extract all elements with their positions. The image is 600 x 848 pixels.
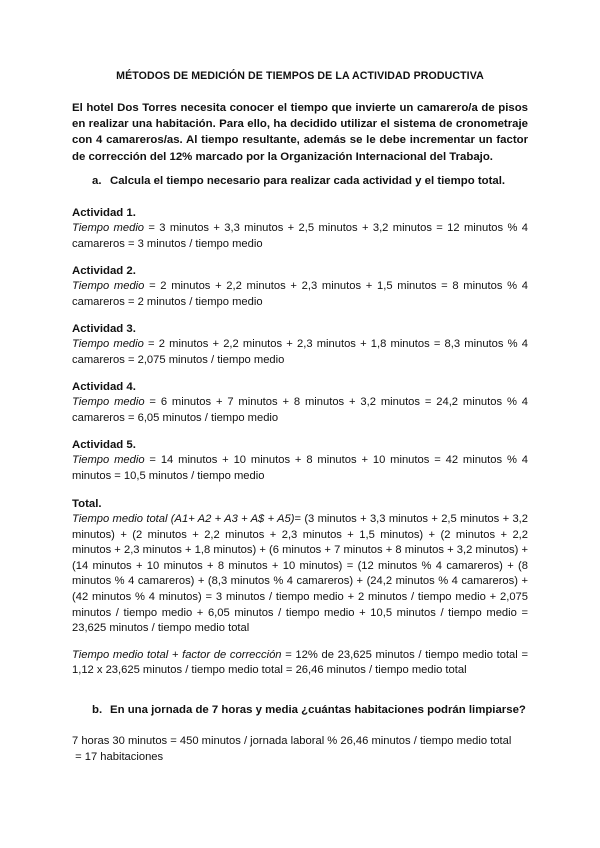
activity-4-body bbox=[72, 395, 528, 426]
correction-text: = 12% de 23,625 minutos / tiempo medio total = 1,12 x 23,625 minutos / tiempo medio total = 26,46 minutos / tiempo medio total bbox=[72, 648, 528, 677]
activity-5-text: = 14 minutos + 10 minutos + 8 minutos + 10 minutos = 42 minutos % 4 minutos = 10,5 minutos / tiempo medio bbox=[72, 454, 528, 482]
answer-b-line-2: = 17 habitaciones bbox=[72, 750, 164, 763]
total-heading: Total. bbox=[72, 498, 102, 510]
total-text: = (3 minutos + 3,3 minutos + 2,5 minutos + 3,2 minutos) + (2 minutos + 2,2 minutos + 2,3 minutos + 1,5 minutos) + (2 minutos + 2,2 minutos + 2,3 minutos + 1,8 minutos) + (6 minutos + 7 minutos + 8 minutos + 3,2 minutos) + (14 minutos + 10 minutos + 8 minutos + 10 minutos) = (12 minutos % 4 camareros) + (8 minutos % 4 camareros) + (8,3 minutos % 4 camareros) + (24,2 minutos % 4 camareros) + (42 minutos % 4 minutos) = 3 minutos / tiempo medio + 2 minutos / tiempo medio + 2,075 minutos / tiempo medio + 6,05 minutos / tiempo medio + 10,5 minutos / tiempo medio = 23,625 minutos / tiempo medio total bbox=[72, 513, 528, 635]
activity-4-text: = 6 minutos + 7 minutos + 8 minutos + 3,2 minutos = 24,2 minutos % 4 camareros = 6,05 minutos / tiempo medio bbox=[72, 396, 528, 424]
activity-2 bbox=[72, 264, 528, 310]
document-title: MÉTODOS DE MEDICIÓN DE TIEMPOS DE LA ACTIVIDAD PRODUCTIVA bbox=[116, 70, 484, 82]
activity-1 bbox=[72, 206, 528, 252]
activity-5-term: Tiempo medio bbox=[72, 454, 145, 466]
activity-1-term: Tiempo medio bbox=[72, 222, 145, 234]
question-b-label: b. bbox=[92, 704, 103, 716]
question-a-text: Calcula el tiempo necesario para realizar cada actividad y el tiempo total. bbox=[110, 175, 506, 187]
total-correction bbox=[72, 648, 528, 679]
question-b-text: En una jornada de 7 horas y media ¿cuántas habitaciones podrán limpiarse? bbox=[110, 704, 526, 716]
activity-5 bbox=[72, 438, 528, 484]
total-body bbox=[72, 512, 528, 637]
activity-3-body bbox=[72, 337, 528, 368]
activity-1-text: = 3 minutos + 3,3 minutos + 2,5 minutos + 3,2 minutos = 12 minutos % 4 camareros = 3 minutos / tiempo medio bbox=[72, 222, 528, 250]
answer-b-line-1: 7 horas 30 minutos = 450 minutos / jornada laboral % 26,46 minutos / tiempo medio total bbox=[72, 735, 512, 747]
activity-1-heading: Actividad 1. bbox=[72, 207, 136, 219]
total-section bbox=[72, 497, 528, 679]
activity-1-body bbox=[72, 221, 528, 252]
intro-paragraph: El hotel Dos Torres necesita conocer el tiempo que invierte un camarero/a de pisos en realizar una habitación. Para ello, ha decidido utilizar el sistema de cronometraje con 4 camareros/as. Al tiempo resultante, además se le debe incrementar un factor de corrección del 12% marcado por la Organización Internacional del Trabajo. bbox=[72, 102, 528, 163]
activity-4 bbox=[72, 380, 528, 426]
activity-5-body bbox=[72, 453, 528, 484]
activity-4-term: Tiempo medio bbox=[72, 396, 145, 408]
activity-2-heading: Actividad 2. bbox=[72, 265, 136, 277]
activity-3 bbox=[72, 322, 528, 368]
activity-3-text: = 2 minutos + 2,2 minutos + 2,3 minutos + 1,8 minutos = 8,3 minutos % 4 camareros = 2,075 minutos / tiempo medio bbox=[72, 338, 528, 366]
answer-b bbox=[72, 734, 528, 765]
activity-2-body bbox=[72, 279, 528, 310]
question-b bbox=[92, 704, 542, 716]
question-a-label: a. bbox=[92, 175, 102, 187]
activity-2-term: Tiempo medio bbox=[72, 280, 145, 292]
activity-2-text: = 2 minutos + 2,2 minutos + 2,3 minutos + 1,5 minutos = 8 minutos % 4 camareros = 2 minutos / tiempo medio bbox=[72, 280, 528, 308]
question-a bbox=[92, 175, 542, 187]
activity-3-heading: Actividad 3. bbox=[72, 323, 136, 335]
total-term: Tiempo medio total (A1+ A2 + A3 + A$ + A5) bbox=[72, 513, 295, 525]
activity-4-heading: Actividad 4. bbox=[72, 381, 136, 393]
activity-5-heading: Actividad 5. bbox=[72, 439, 136, 451]
correction-term: Tiempo medio total + factor de corrección bbox=[72, 648, 282, 661]
activity-3-term: Tiempo medio bbox=[72, 338, 144, 350]
